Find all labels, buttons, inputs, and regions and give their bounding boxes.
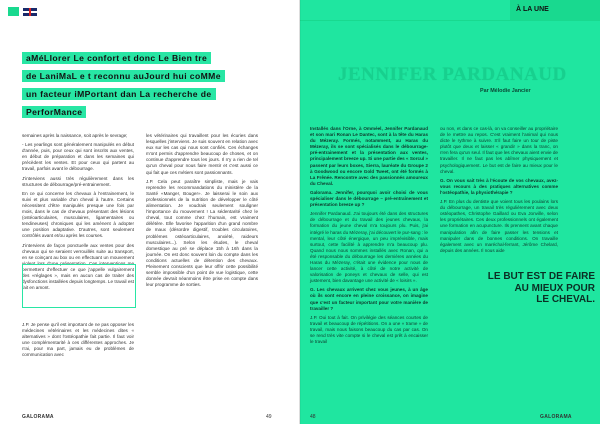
headline-line: de LaniMaL e t reconnu auJourd hui coMMe [22,70,225,82]
answer: Jennifer Pardanaud. J'ai toujours été dans des structures de débourrage et du travail des jeunes chevaux, la formation du jeune cheval m'a toujours plu. Puis, j'ai intégré le haras du Mézeray, j'ai découvert le pur-sang : le mental, leur côté énergique, un peu imprévisible, mais surtout, cette facilité à apprendre m'a beaucoup plu. Quand nous nous sommes installés avec Ronan, qui a été responsable du débourrage les dernières années du Haras du Mézeray, c'était une évidence pour nous de lancer cette activité, à côté de notre activité de valorisation de poneys et chevaux de selle, qui est justement, bien davantage une activité de « loisirs ». [310,211,428,284]
headline-line: un facteur iMPortant dan La recherche de [22,88,216,100]
headline-line: aMéLIorer Le confort et donc Le Bien tre [22,52,211,64]
rubric-line [300,20,600,21]
paragraph: J.P. Cela peut paraître simpliste, mais je vais reprendre les recommandations du ministère de la Santé «Manger, Bouger». Je laisserai le soin aux professionnels de la nutrition de développer le côté alimentation. Je voudrais seulement souligner l'importance du mouvement ! La sédentarité chez le cheval, tout comme chez l'humain, est vraiment délétère. Elle favorise l'apparition d'un grand nombre de maux (désordre digestif, troubles circulatoires, problèmes ostéoarticulaires, anxiété, raideurs musculaires...). Selon les études, le cheval domestique au pré se déplace 15h à 16h dans la journée. On est donc souvent loin du compte dans les conditions actuelles de détention des chevaux. Pleinement conscients que leur offrir cette possibilité semble impossible d'un point de vue logistique, cette donnée devrait néanmoins être prise en compte dans leur programme de sorties. [146,178,258,288]
pull-quote-line: LE CHEVAL. [536,294,595,305]
article-title: JENNIFER PARDANAUD [338,64,567,85]
left-column-2 [146,133,258,291]
page-number: 48 [310,414,316,420]
paragraph: J'interviens aussi très régulièrement dans les structures de débourrage/pré-entrainement. [22,175,134,187]
question: G. Les chevaux arrivent chez vous jeunes, à un âge où ils sont encore en pleine croissance, on imagine que c'est un facteur important pour votre manière de travailler ? [310,287,428,311]
paragraph: semaines après la naissance, soit après le sevrage; [22,133,128,138]
brand-footer: GALORAMA [22,414,54,420]
right-column-1 [310,126,428,348]
pull-quote-line: AU MIEUX POUR [514,282,595,294]
headline-line: PerforMance [22,106,86,118]
intro-paragraph: Installés dans l'Orne, à Omméel, Jennifer Pardanaud et son mari Ronan Le Dantec, sont à la tête du Haras du Mézeray. Formés, notamment, au Haras du Mézeray, ils se sont spécialisés dans le débourrage-pré-entrainement et la présentation aux ventes, principalement breeze up. Si une partie des « Sorcul » passent par leurs boxes, Sierra, lauréate du Groupe 2 à Goodwood ou encore Gold Tweet, ont été formés à La Frênée. Rencontre avec des passionnés amoureux du Cheval. [310,126,428,186]
author-byline: Par Mélodie Jancier [480,88,531,94]
uk-flag-icon[interactable] [23,8,37,16]
pull-quote [480,271,595,306]
paragraph: - Les yearlings sont généralement manipulés en début d'année, puis, pour ceux qui sont inscrits aux ventes, en début de préparation et dans les semaines qui précèdent les ventes. Et pour ceux qui partent au travail, parfois avant le débourrage. [22,142,134,172]
brand-footer: GALORAMA [540,414,572,420]
page-number: 49 [266,414,272,420]
section-rubric[interactable]: À LA UNE [510,0,600,20]
answer: J.P. En plus du dentiste que voient tous les poulains lors du débourrage, un travail très régulièrement avec deux ostéopathes, Christophe Gaillard ou Eva Jonville, selon les propriétaires. Ces deux professionnels ont également une formation en acupuncture. Ils prennent avant chaque manipulation afin de faire passer les tensions et manipuler dans de bonnes conditions. On travaille également avec un maréchal-ferrant, Jérôme Chelard, depuis des années. Il nous aide [440,199,558,253]
left-column-1-bottom [22,322,134,362]
paragraph: J.P. Je pense qu'il est important de ne pas opposer les médecines vétérinaires et les médecines dites « alternatives » dont l'ostéopathie fait partie. Il faut voir une complémentarité à ces différentes approches. Je n'ai, pour ma part, jamais eu de problèmes de communication avec [22,322,134,358]
question: Galorama. Jennifer, pourquoi avoir choisi de vous spécialiser dans le débourrage – pré-entraînement et présentation breeze up ? [310,189,428,208]
headline [22,48,267,120]
empty-quote-box [22,264,136,308]
home-icon[interactable] [8,7,19,16]
paragraph: J'interviens de façon ponctuelle aux ventes pour des chevaux qui se seraient verrouillés suite au transport, en se coinçant au box ou en effectuant un mouvement violent lors d'une présentation. Ces interventions me permettent d'effectuer ce que j'appelle vulgairement des «réglages », mais en aucun cas de traiter des dysfonctions installées depuis longtemps. Le travail est fait en amont. [22,242,134,291]
paragraph: les vétérinaires qui travaillent pour les écuries dans lesquelles j'interviens. Je suis souvent en relation avec eux sur les cas qui nous sont confiés. Ces échanges m'ont permis d'apprendre beaucoup de choses, et on continue d'apprendre tous les jours. Il n'y a rien de tel qu'un cheval pour nous faire mentir et c'est aussi ce qui fait que ces métiers sont passionnants. [146,133,258,175]
right-column-2 [440,126,558,257]
answer: J.P. Oui tout à fait. On privilégie des séances courtes de travail et beaucoup de répétitions. On a une « trame » de travail, mais nous faisons beaucoup du cas par cas. On se rend très vite compte si le cheval est prêt à encaisser le travail [310,314,428,345]
spread-gutter [299,0,301,424]
answer: ou non, et dans ce cas-là, on va conseiller au propriétaire de le mettre au repos. C'est vraiment l'animal qui nous dicte le rythme à suivre. S'il faut faire un tour de piste plutôt que deux et laisser « grandir » dans la tranc, on n'en fera qu'un seul. Il faut que les chevaux aient envie de travailler. Il ne faut pas les abîmer physiquement et psychologiquement. Le but est de faire au mieux pour le cheval. [440,126,558,174]
right-page [300,0,600,424]
question: G. On vous sait très à l'écoute de vos chevaux, avez-vous recours à des pratiques alternatives comme l'ostéopathie, la physiothérapie ? [440,177,558,195]
paragraph: En ce qui concerne les chevaux à l'entrainement, le suivi et plus variable d'un cheval à l'autre. Certains nécessitent d'être manipulés presque une fois par mois, dans le cas de chevaux présentant des lésions (ostéoarticulaires, musculaires, ligamentaires ou tendineuses) chroniques qui les amènent à adopter une position adaptative. D'autres, sont seulement contrôlés avant et/ou après les courses. [22,190,134,239]
pull-quote-line: LE BUT EST DE FAIRE [487,271,595,282]
